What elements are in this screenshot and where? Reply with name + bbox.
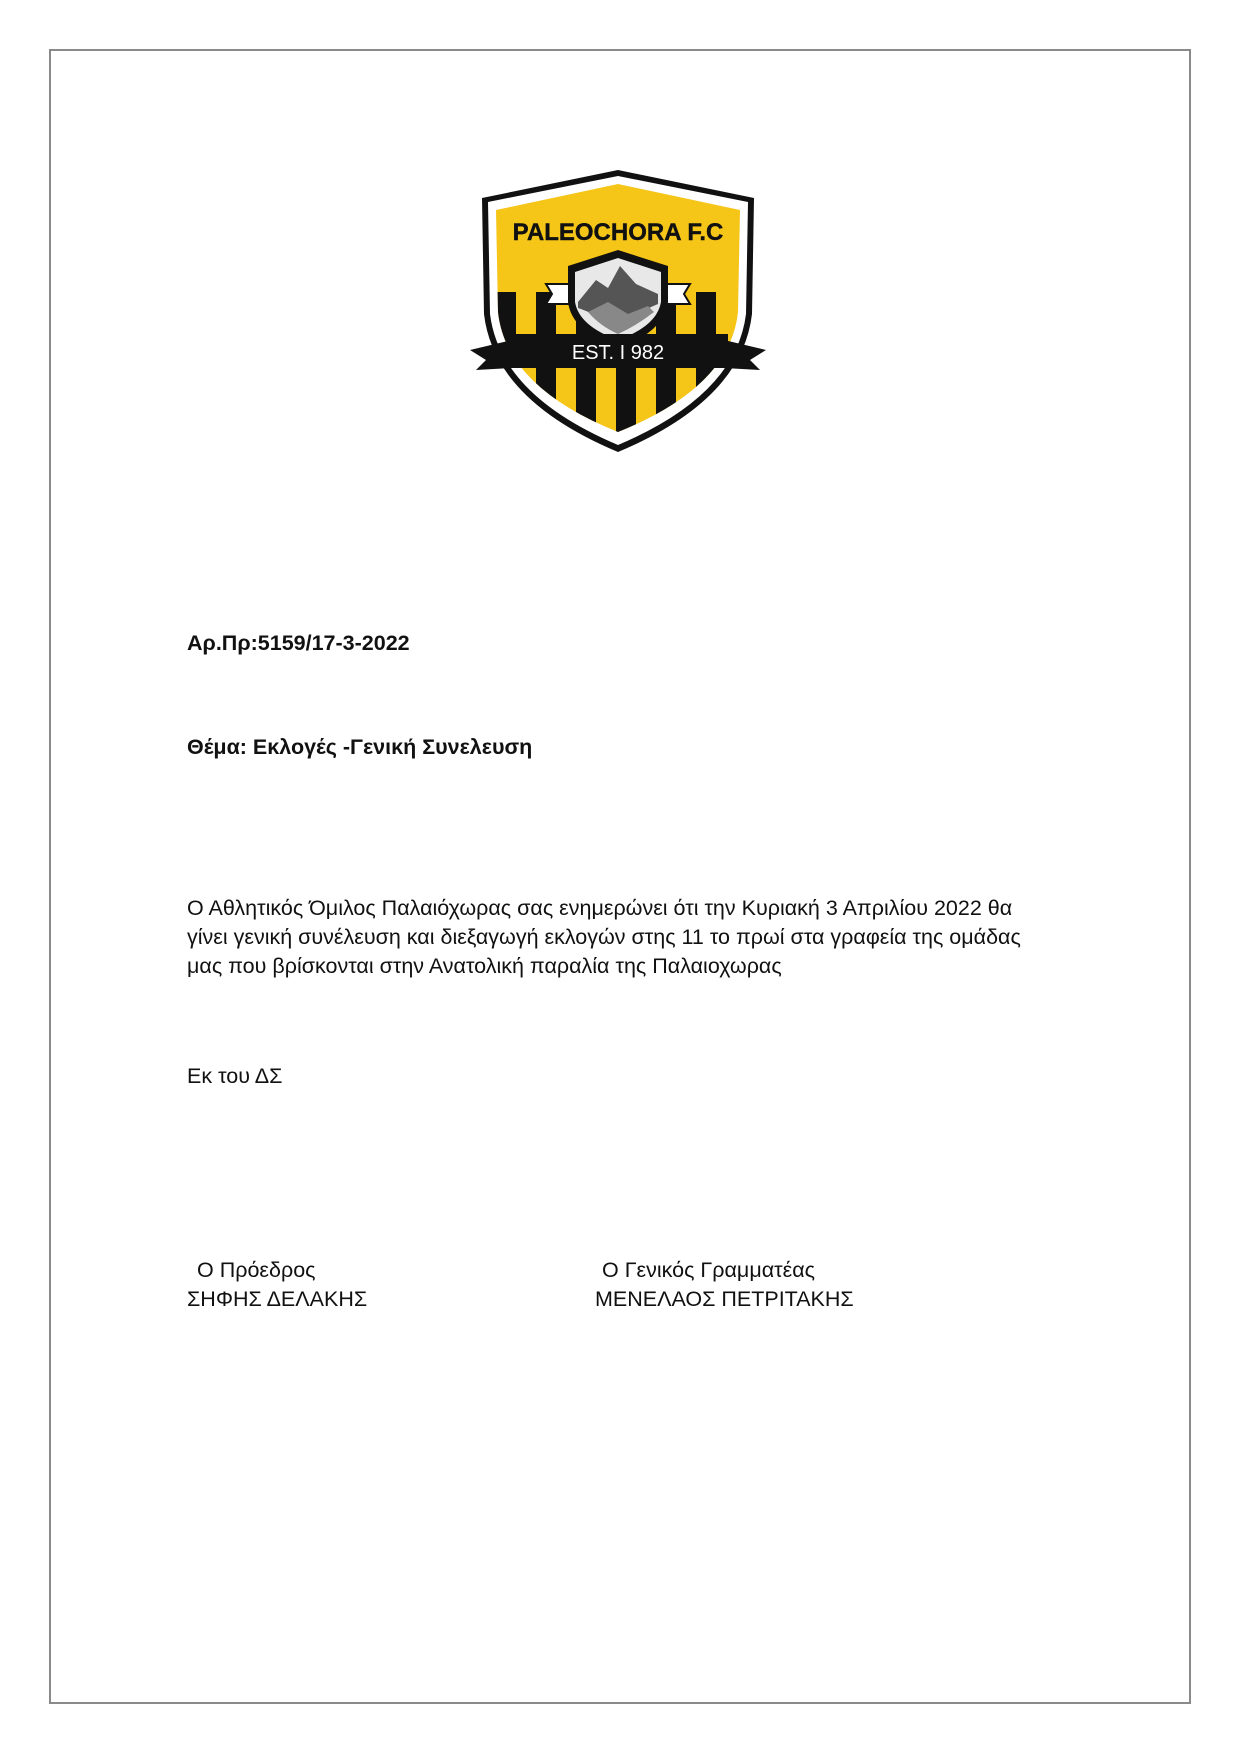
logo-established: EST. I 982: [571, 342, 665, 364]
signature-title: Ο Πρόεδρος: [197, 1258, 316, 1282]
signature-title: Ο Γενικός Γραμματέας: [602, 1258, 816, 1282]
body-line: Ο Αθλητικός Όμιλος Παλαιόχωρας σας ενημερώνει ότι την Κυριακή 3 Απριλίου 2022 θα: [187, 896, 1013, 920]
body-paragraph: [187, 894, 1021, 981]
signature-president: [187, 1256, 367, 1314]
shield-crest-icon: [468, 162, 768, 452]
signature-secretary: [595, 1256, 854, 1314]
subject-line: Θέμα: Εκλογές -Γενική Συνελευση: [187, 735, 533, 759]
signature-name: ΣΗΦΗΣ ΔΕΛΑΚΗΣ: [187, 1287, 368, 1311]
signoff: Εκ του ΔΣ: [187, 1064, 283, 1088]
reference-number: Αρ.Πρ:5159/17-3-2022: [187, 631, 410, 655]
club-logo: [468, 162, 768, 452]
signature-name: ΜΕΝΕΛΑΟΣ ΠΕΤΡΙΤΑΚΗΣ: [595, 1287, 854, 1311]
logo-club-name: PALEOCHORA F.C: [512, 219, 724, 246]
body-line: γίνει γενική συνέλευση και διεξαγωγή εκλογών στης 11 το πρωί στα γραφεία της ομάδας: [187, 925, 1021, 949]
body-line: μας που βρίσκονται στην Ανατολική παραλία της Παλαιοχωρας: [187, 954, 782, 978]
